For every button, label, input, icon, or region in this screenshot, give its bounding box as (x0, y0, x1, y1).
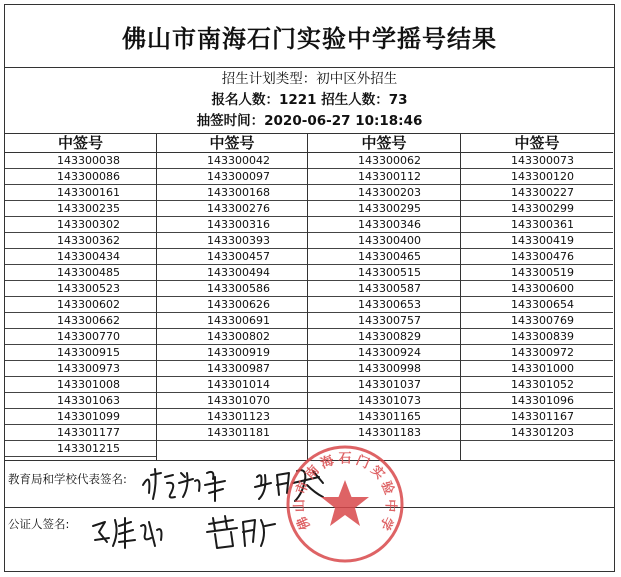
winning-number-cell: 143300924 (308, 345, 460, 361)
winning-number-cell: 143301203 (461, 425, 613, 441)
winning-number-cell: 143301096 (461, 393, 613, 409)
winning-number-cell: 143300802 (157, 329, 307, 345)
seal-character: 海 (318, 453, 337, 473)
seal-character: 门 (353, 453, 372, 473)
winning-number-cell: 143301167 (461, 409, 613, 425)
seal-character: 山 (292, 498, 308, 513)
column-header: 中签号 (5, 133, 156, 153)
seal-character: 学 (376, 513, 396, 533)
seal-character: 实 (367, 462, 388, 483)
winning-number-cell: 143300494 (157, 265, 307, 281)
winning-number-cell: 143300161 (5, 185, 156, 201)
winning-number-cell: 143300168 (157, 185, 307, 201)
notary-signatures (85, 512, 285, 556)
winning-number-cell: 143301183 (308, 425, 460, 441)
number-column-3 (308, 133, 461, 460)
winning-number-cell: 143300316 (157, 217, 307, 233)
winning-number-cell: 143300299 (461, 201, 613, 217)
winning-number-cell: 143301123 (157, 409, 307, 425)
winning-number-cell: 143301073 (308, 393, 460, 409)
applicant-counts: 报名人数：1221 招生人数：73 (211, 92, 408, 108)
winning-number-cell: 143300586 (157, 281, 307, 297)
winning-number-cell: 143301052 (461, 377, 613, 393)
seal-character: 佛 (294, 513, 314, 533)
notary-signature-label: 公证人签名: (8, 517, 70, 531)
page-title: 佛山市南海石门实验中学摇号结果 (5, 5, 614, 68)
winning-number-cell: 143300654 (461, 297, 613, 313)
winning-number-cell: 143300600 (461, 281, 613, 297)
column-header: 中签号 (461, 133, 613, 153)
winning-number-cell: 143300602 (5, 297, 156, 313)
winning-number-cell: 143300086 (5, 169, 156, 185)
winning-number-cell: 143300839 (461, 329, 613, 345)
column-header: 中签号 (157, 133, 307, 153)
winning-number-cell: 143300457 (157, 249, 307, 265)
lottery-info (5, 67, 614, 134)
winning-number-cell: 143301070 (157, 393, 307, 409)
lottery-result-sheet (4, 4, 615, 572)
winning-number-cell: 143300434 (5, 249, 156, 265)
winning-number-cell: 143300203 (308, 185, 460, 201)
winning-number-cell: 143300515 (308, 265, 460, 281)
winning-number-cell: 143300476 (461, 249, 613, 265)
seal-character: 石 (338, 451, 352, 467)
seal-character: 南 (302, 462, 323, 483)
column-header: 中签号 (308, 133, 460, 153)
winning-number-cell: 143300097 (157, 169, 307, 185)
winning-number-cell: 143300276 (157, 201, 307, 217)
winning-number-cell: 143300362 (5, 233, 156, 249)
winning-number-cell: 143301215 (5, 441, 156, 457)
winning-number-cell: 143301181 (157, 425, 307, 441)
winning-number-cell: 143300235 (5, 201, 156, 217)
winning-numbers-table (5, 133, 614, 460)
draw-time: 抽签时间：2020-06-27 10:18:46 (196, 113, 423, 129)
winning-number-cell: 143300987 (157, 361, 307, 377)
winning-number-cell: 143300829 (308, 329, 460, 345)
winning-number-cell: 143300973 (5, 361, 156, 377)
winning-number-cell: 143301008 (5, 377, 156, 393)
winning-number-cell: 143301000 (461, 361, 613, 377)
winning-number-cell: 143300038 (5, 153, 156, 169)
winning-number-cell: 143300120 (461, 169, 613, 185)
winning-number-cell: 143300393 (157, 233, 307, 249)
winning-number-cell: 143300227 (461, 185, 613, 201)
winning-number-cell: 143301177 (5, 425, 156, 441)
representatives-signature-label: 教育局和学校代表签名: (8, 472, 127, 486)
winning-number-cell: 143300919 (157, 345, 307, 361)
winning-number-cell: 143300346 (308, 217, 460, 233)
winning-number-cell: 143300523 (5, 281, 156, 297)
winning-number-cell: 143300653 (308, 297, 460, 313)
winning-number-cell: 143300998 (308, 361, 460, 377)
winning-number-cell: 143300770 (5, 329, 156, 345)
winning-number-cell: 143300302 (5, 217, 156, 233)
winning-number-cell: 143300485 (5, 265, 156, 281)
seal-character: 验 (377, 479, 397, 497)
winning-number-cell: 143300972 (461, 345, 613, 361)
winning-number-cell: 143300662 (5, 313, 156, 329)
winning-number-cell: 143300769 (461, 313, 613, 329)
winning-number-cell: 143300361 (461, 217, 613, 233)
winning-number-cell: 143300915 (5, 345, 156, 361)
winning-number-cell: 143300295 (308, 201, 460, 217)
winning-number-cell: 143300062 (308, 153, 460, 169)
winning-number-cell: 143300419 (461, 233, 613, 249)
winning-number-cell: 143300112 (308, 169, 460, 185)
winning-number-cell: 143301037 (308, 377, 460, 393)
winning-number-cell: 143300400 (308, 233, 460, 249)
winning-number-cell: 143301014 (157, 377, 307, 393)
plan-type: 招生计划类型：初中区外招生 (221, 71, 398, 87)
winning-number-cell: 143300042 (157, 153, 307, 169)
winning-number-cell: 143300587 (308, 281, 460, 297)
official-seal (283, 442, 407, 566)
number-column-1 (5, 133, 157, 460)
seal-character: 市 (293, 479, 313, 497)
winning-number-cell: 143300519 (461, 265, 613, 281)
winning-number-cell: 143300465 (308, 249, 460, 265)
winning-number-cell: 143300757 (308, 313, 460, 329)
winning-number-cell: 143300626 (157, 297, 307, 313)
winning-number-cell: 143300073 (461, 153, 613, 169)
winning-number-cell: 143300691 (157, 313, 307, 329)
winning-number-cell: 143301063 (5, 393, 156, 409)
winning-number-cell: 143301165 (308, 409, 460, 425)
number-column-4 (461, 133, 613, 460)
seal-character: 中 (382, 498, 398, 513)
number-column-2 (157, 133, 308, 460)
winning-number-cell: 143301099 (5, 409, 156, 425)
